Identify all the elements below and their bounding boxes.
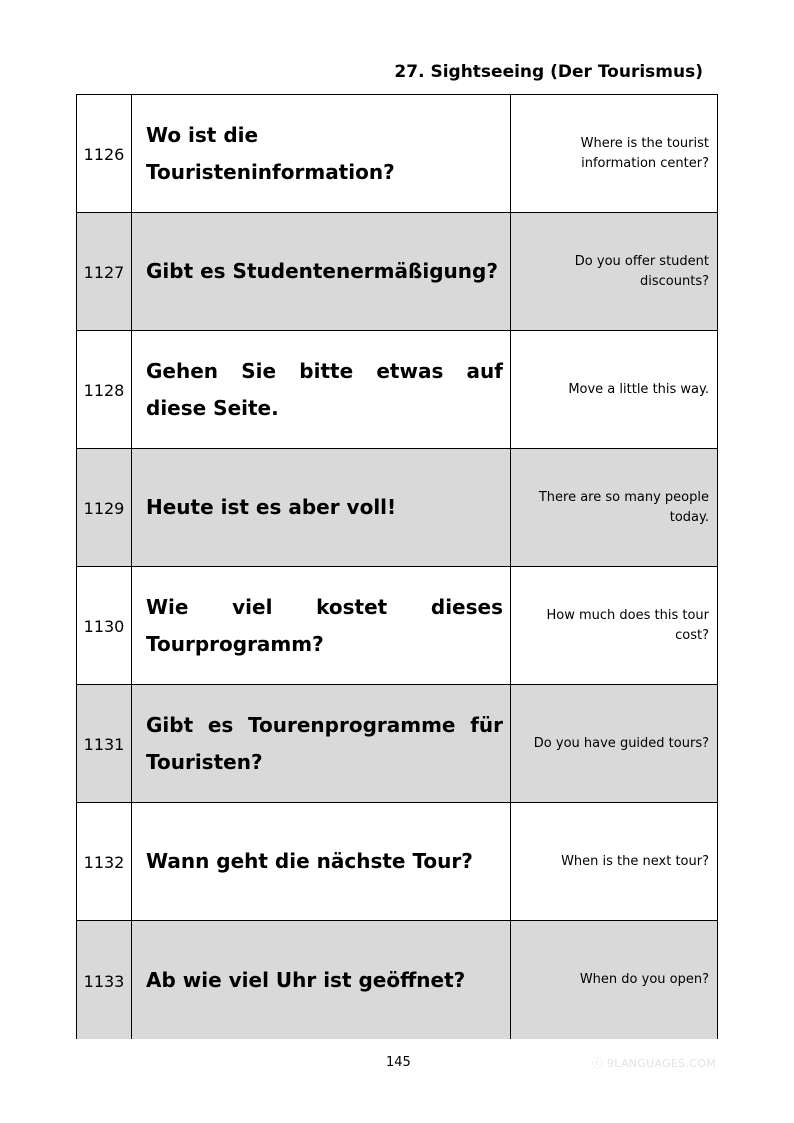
english-translation: When is the next tour? xyxy=(511,803,718,920)
german-phrase xyxy=(132,449,511,566)
german-phrase-text: Wo ist die Touristeninformation? xyxy=(146,122,395,184)
english-translation: When do you open? xyxy=(511,921,718,1039)
english-translation: Where is the tourist information center? xyxy=(511,95,718,212)
german-phrase xyxy=(132,95,511,212)
german-phrase xyxy=(132,685,511,802)
phrase-number: 1127 xyxy=(77,213,132,330)
english-translation: There are so many people today. xyxy=(511,449,718,566)
german-phrase-text: Ab wie viel Uhr ist geöffnet? xyxy=(146,967,466,992)
german-phrase-text: Heute ist es aber voll! xyxy=(146,495,397,519)
german-phrase xyxy=(132,213,511,330)
phrase-number: 1132 xyxy=(77,803,132,920)
phrase-number: 1131 xyxy=(77,685,132,802)
table-row xyxy=(77,95,718,213)
phrase-number: 1133 xyxy=(77,921,132,1039)
english-translation: How much does this tour cost? xyxy=(511,567,718,684)
german-phrase xyxy=(132,921,511,1039)
english-translation: Do you have guided tours? xyxy=(511,685,718,802)
table-row xyxy=(77,685,718,803)
german-phrase-text: Gibt es Studentenermäßigung? xyxy=(146,259,498,283)
phrase-number: 1130 xyxy=(77,567,132,684)
phrase-number: 1129 xyxy=(77,449,132,566)
phrase-number: 1128 xyxy=(77,331,132,448)
watermark: ⓒ 9LANGUAGES.COM xyxy=(591,1057,716,1070)
german-phrase xyxy=(132,331,511,448)
german-phrase xyxy=(132,567,511,684)
table-row xyxy=(77,803,718,921)
german-phrase-text: Wie viel kostet dieses Tourprogramm? xyxy=(146,594,503,656)
table-row xyxy=(77,331,718,449)
english-translation: Move a little this way. xyxy=(511,331,718,448)
phrase-number: 1126 xyxy=(77,95,132,212)
table-row xyxy=(77,213,718,331)
table-row xyxy=(77,567,718,685)
table-row xyxy=(77,921,718,1039)
page-title: 27. Sightseeing (Der Tourismus) xyxy=(394,62,703,82)
phrase-table xyxy=(76,94,718,1039)
english-translation: Do you offer student discounts? xyxy=(511,213,718,330)
table-row xyxy=(77,449,718,567)
german-phrase xyxy=(132,803,511,920)
german-phrase-text: Gibt es Tourenprogramme für Touristen? xyxy=(146,712,503,774)
page-number: 145 xyxy=(386,1055,411,1070)
german-phrase-text: Gehen Sie bitte etwas auf diese Seite. xyxy=(146,358,503,420)
german-phrase-text: Wann geht die nächste Tour? xyxy=(146,849,473,873)
